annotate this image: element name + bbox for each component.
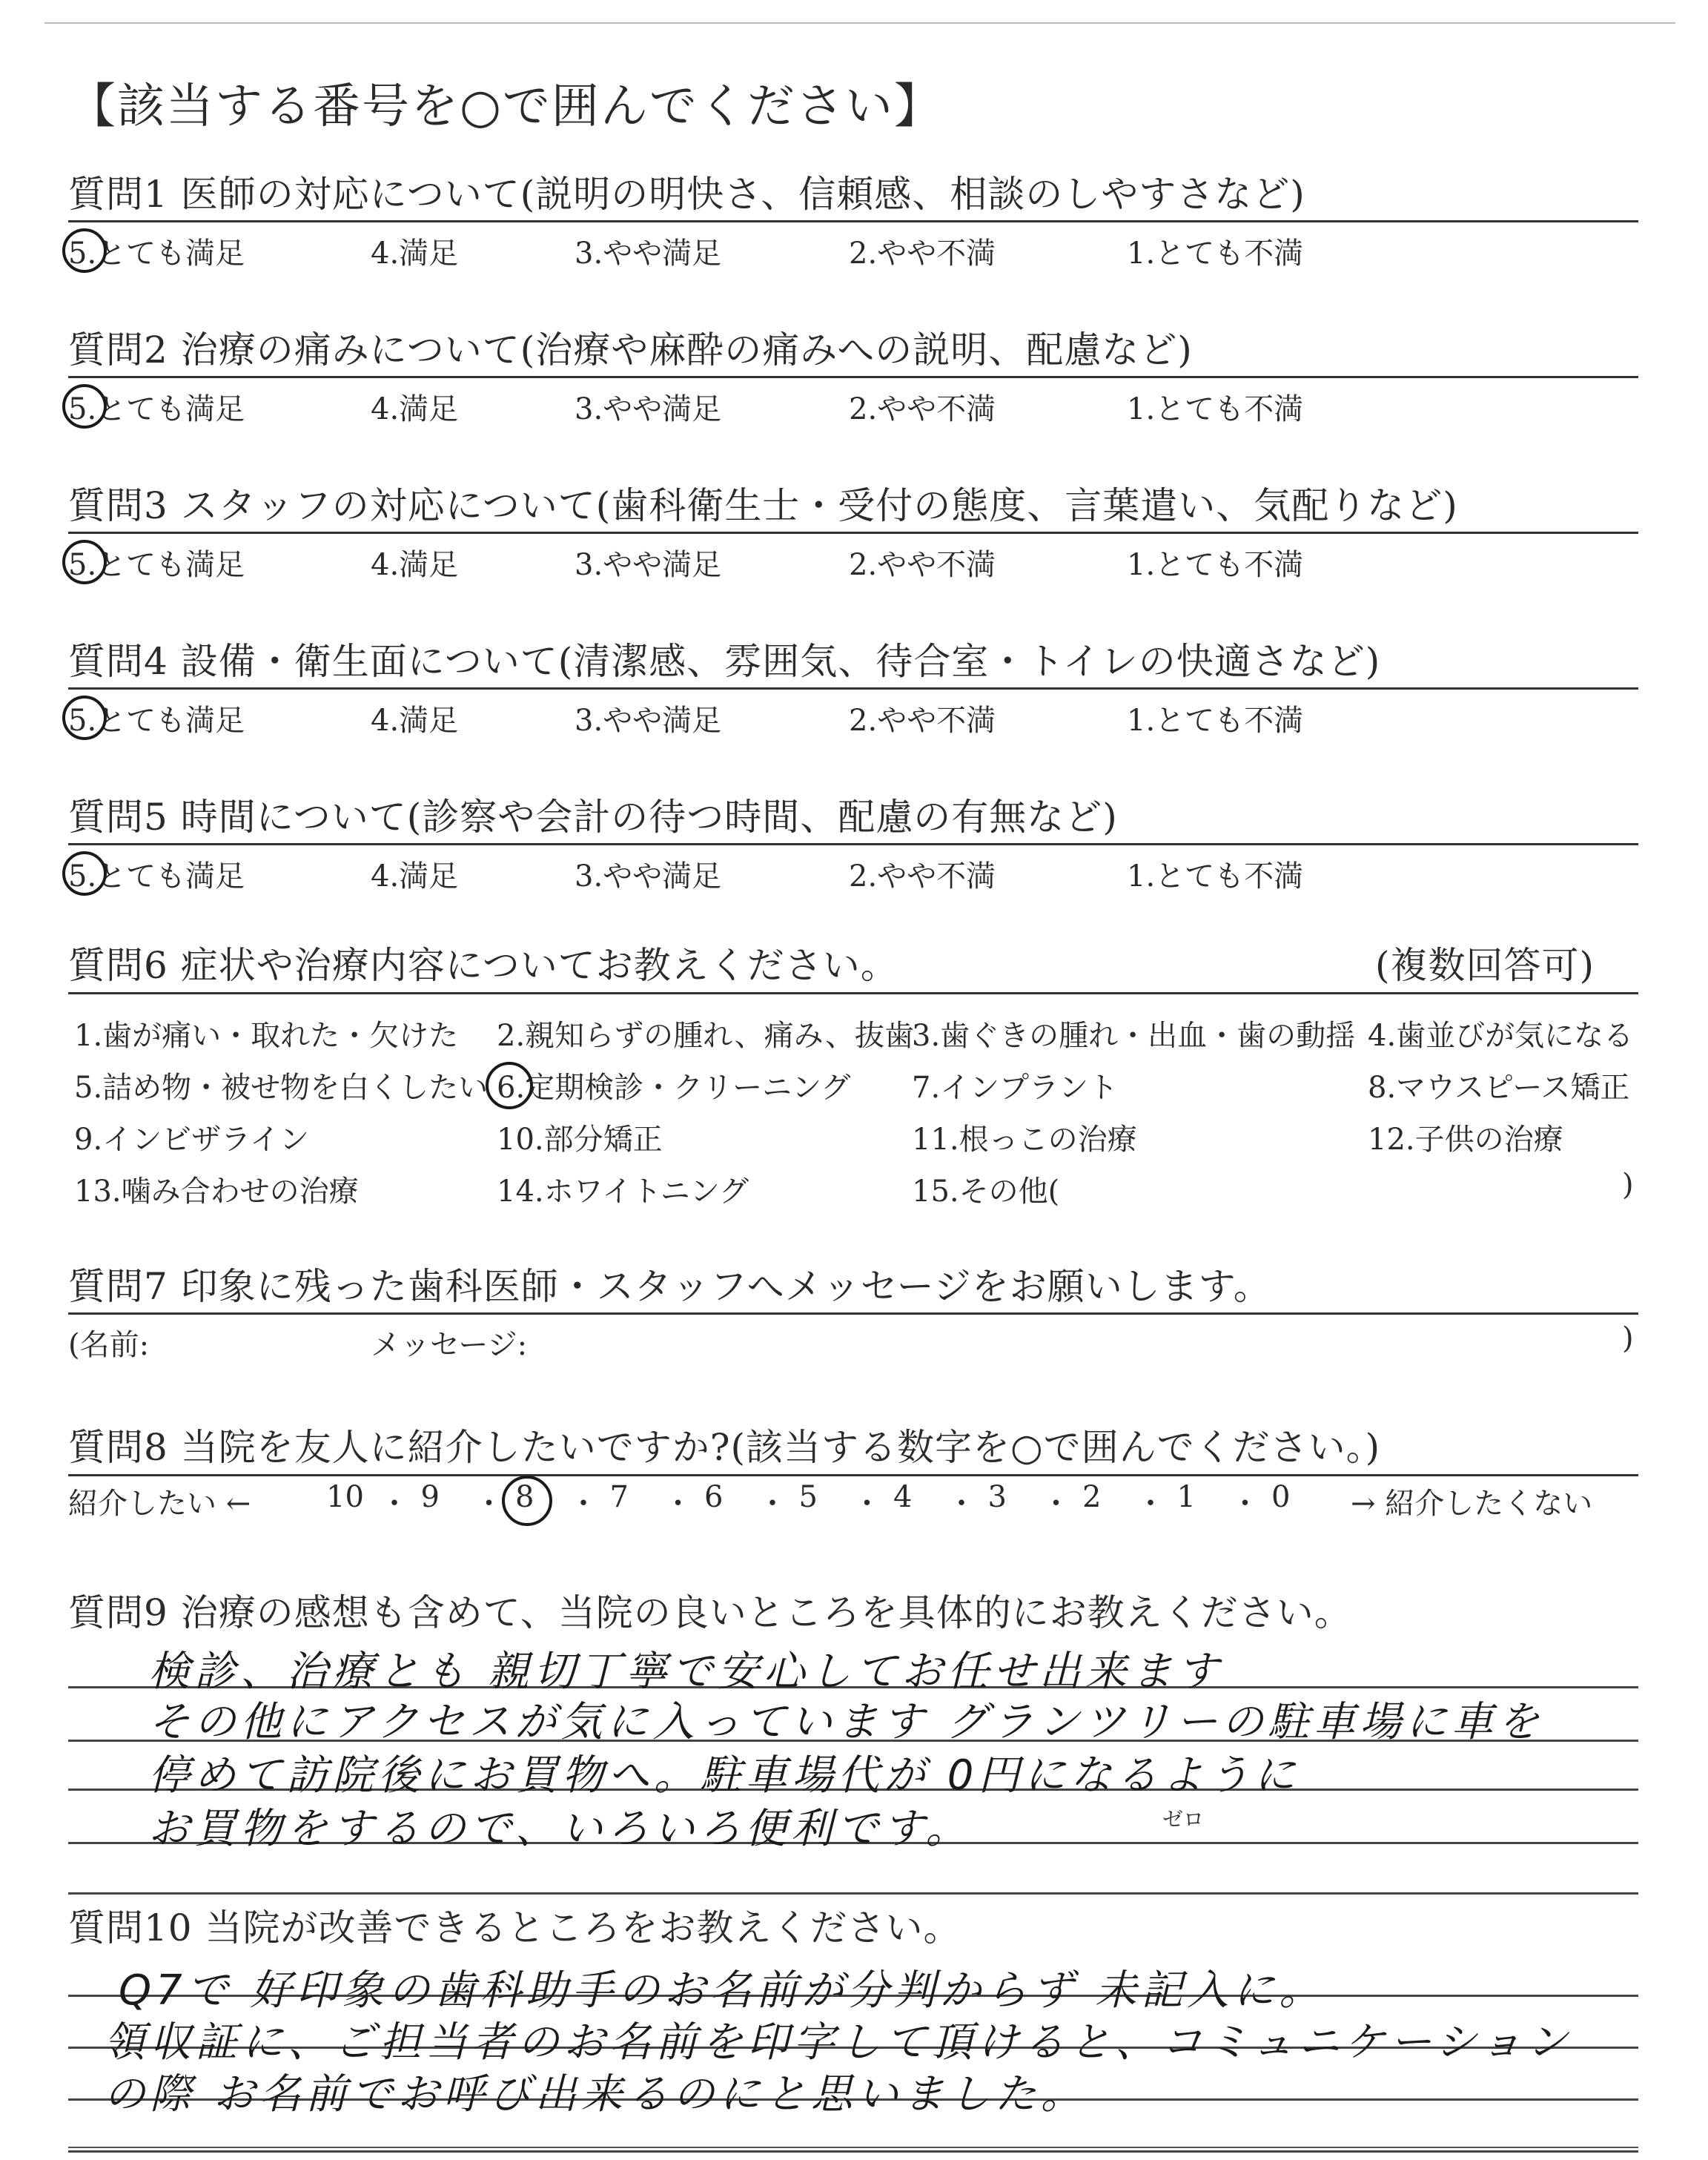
- q6-item-11: 11.根っこの治療: [912, 1123, 1137, 1157]
- q10-line-rule-4: [68, 2150, 1638, 2153]
- q8-scale-10: 10: [326, 1480, 364, 1514]
- q5-option-3: 3.やや満足: [575, 859, 722, 894]
- q8-scale-2: 2: [1082, 1480, 1102, 1514]
- q6-item-12: 12.子供の治療: [1368, 1123, 1563, 1157]
- q5-selected-circle: [62, 851, 107, 896]
- q4-selected-circle: [62, 696, 107, 740]
- q6-heading: 質問6 症状や治療内容についてお教えください。: [68, 944, 898, 987]
- q10-heading: 質問10 当院が改善できるところをお教えください。: [68, 1906, 961, 1949]
- q10-handwritten-line-2: 領収証に、ご担当者のお名前を印字して頂けると、コミュニケーション: [104, 2018, 1572, 2067]
- q8-rule: [68, 1474, 1638, 1476]
- q1-option-5: 5.とても満足: [68, 237, 245, 271]
- q1-option-4: 4.満足: [371, 237, 459, 271]
- q3-option-5: 5.とても満足: [68, 548, 245, 582]
- q8-dot: ・: [1136, 1487, 1165, 1521]
- q9-handwritten-line-1: 検診、治療とも 親切丁寧で安心してお任せ出来ます: [148, 1648, 1223, 1696]
- q8-dot: ・: [569, 1487, 598, 1521]
- q6-item-10: 10.部分矯正: [497, 1123, 663, 1157]
- q9-heading: 質問9 治療の感想も含めて、当院の良いところを具体的にお教えください。: [68, 1591, 1352, 1634]
- q3-option-3: 3.やや満足: [575, 548, 722, 582]
- q5-option-1: 1.とても不満: [1127, 859, 1304, 894]
- q6-item-1: 1.歯が痛い・取れた・欠けた: [74, 1019, 459, 1053]
- q2-option-1: 1.とても不満: [1127, 392, 1304, 426]
- q2-option-5: 5.とても満足: [68, 392, 245, 426]
- q8-scale-3: 3: [987, 1480, 1007, 1514]
- q9-handwritten-line-2: その他にアクセスが気に入っています グランツリーの駐車場に車を: [148, 1698, 1544, 1746]
- q4-option-1: 1.とても不満: [1127, 704, 1304, 738]
- q4-option-3: 3.やや満足: [575, 704, 722, 738]
- q1-option-2: 2.やや不満: [849, 237, 996, 271]
- q6-item-15: 15.その他(: [912, 1175, 1060, 1209]
- q5-option-4: 4.満足: [371, 859, 459, 894]
- q1-rule: [68, 220, 1638, 222]
- q1-selected-circle: [62, 228, 107, 273]
- q2-rule: [68, 376, 1638, 378]
- q1-heading: 質問1 医師の対応について(説明の明快さ、信頼感、相談のしやすさなど): [68, 173, 1305, 216]
- q9-line-rule-5: [68, 1892, 1638, 1895]
- q8-scale-6: 6: [704, 1480, 724, 1514]
- page-title: 【該当する番号を○で囲んでください】: [68, 79, 943, 134]
- q8-scale-8: 8: [515, 1480, 534, 1514]
- q5-option-5: 5.とても満足: [68, 859, 245, 894]
- q8-dot: ・: [1041, 1487, 1071, 1521]
- q4-option-4: 4.満足: [371, 704, 459, 738]
- q5-option-2: 2.やや不満: [849, 859, 996, 894]
- q8-heading: 質問8 当院を友人に紹介したいですか?(該当する数字を○で囲んでください。): [68, 1426, 1381, 1469]
- q7-close-paren: ): [1622, 1321, 1634, 1355]
- q6-item-13: 13.噛み合わせの治療: [74, 1175, 359, 1209]
- q3-option-1: 1.とても不満: [1127, 548, 1304, 582]
- q8-dot: ・: [474, 1487, 504, 1521]
- q8-selected-circle: [502, 1476, 552, 1526]
- q8-dot: ・: [852, 1487, 882, 1521]
- q8-dot: ・: [947, 1487, 976, 1521]
- q2-selected-circle: [62, 384, 107, 429]
- q8-dot: ・: [758, 1487, 787, 1521]
- q3-option-4: 4.満足: [371, 548, 459, 582]
- q6-item-8: 8.マウスピース矯正: [1368, 1071, 1630, 1105]
- q8-dot: ・: [663, 1487, 693, 1521]
- q8-scale-9: 9: [420, 1480, 440, 1514]
- q10-handwritten-line-1: Q7で 好印象の歯科助手のお名前が分判からず 未記入に。: [119, 1966, 1325, 2015]
- q3-option-2: 2.やや不満: [849, 548, 996, 582]
- q6-item-7: 7.インプラント: [912, 1071, 1119, 1105]
- q4-option-5: 5.とても満足: [68, 704, 245, 738]
- q9-handwritten-line-3: 停めて訪院後にお買物へ。駐車場代が 0円になるように: [148, 1751, 1300, 1800]
- q2-option-4: 4.満足: [371, 392, 459, 426]
- q2-option-2: 2.やや不満: [849, 392, 996, 426]
- q4-option-2: 2.やや不満: [849, 704, 996, 738]
- q3-rule: [68, 532, 1638, 534]
- top-edge-line: [44, 22, 1675, 24]
- q8-scale-4: 4: [893, 1480, 913, 1514]
- q2-option-3: 3.やや満足: [575, 392, 722, 426]
- q6-item-4: 4.歯並びが気になる: [1368, 1019, 1634, 1053]
- q6-item-9: 9.インビザライン: [74, 1123, 309, 1157]
- q4-heading: 質問4 設備・衛生面について(清潔感、雰囲気、待合室・トイレの快適さなど): [68, 640, 1381, 683]
- q6-item-5: 5.詰め物・被せ物を白くしたい: [74, 1071, 489, 1105]
- q7-heading: 質問7 印象に残った歯科医師・スタッフへメッセージをお願いします。: [68, 1265, 1271, 1308]
- q10-handwritten-line-3: の際 お名前でお呼び出来るのにと思いました。: [104, 2070, 1087, 2118]
- q6-item-16: ): [1622, 1168, 1634, 1202]
- q5-heading: 質問5 時間について(診察や会計の待つ時間、配慮の有無など): [68, 796, 1118, 839]
- q8-scale-5: 5: [798, 1480, 818, 1514]
- q6-rule: [68, 992, 1638, 994]
- q1-option-1: 1.とても不満: [1127, 237, 1304, 271]
- q8-dot: ・: [1230, 1487, 1260, 1521]
- q8-left-label: 紹介したい ←: [68, 1487, 251, 1521]
- q6-item-3: 3.歯ぐきの腫れ・出血・歯の動揺: [912, 1019, 1356, 1053]
- q4-rule: [68, 687, 1638, 690]
- q7-name-label: (名前:: [68, 1328, 150, 1362]
- q2-heading: 質問2 治療の痛みについて(治療や麻酔の痛みへの説明、配慮など): [68, 328, 1193, 371]
- q3-selected-circle: [62, 540, 107, 584]
- q9-handwritten-line-4: お買物をするので、いろいろ便利です。: [148, 1805, 972, 1853]
- bottom-rule: [68, 2147, 1638, 2148]
- q1-option-3: 3.やや満足: [575, 237, 722, 271]
- q6-selected-circle: [486, 1062, 533, 1109]
- q6-item-2: 2.親知らずの腫れ、痛み、抜歯: [497, 1019, 914, 1053]
- q9-ruby-zero: ゼロ: [1162, 1807, 1205, 1832]
- q8-scale-1: 1: [1176, 1480, 1196, 1514]
- q7-message-label: メッセージ:: [371, 1328, 528, 1362]
- q3-heading: 質問3 スタッフの対応について(歯科衛生士・受付の態度、言葉遣い、気配りなど): [68, 484, 1458, 527]
- q8-scale-7: 7: [609, 1480, 629, 1514]
- q8-right-label: → 紹介したくない: [1351, 1487, 1593, 1521]
- q7-rule: [68, 1312, 1638, 1315]
- q8-scale-0: 0: [1271, 1480, 1291, 1514]
- q6-item-14: 14.ホワイトニング: [497, 1175, 749, 1209]
- q6-item-6: 6.定期検診・クリーニング: [497, 1071, 851, 1105]
- q5-rule: [68, 843, 1638, 845]
- q8-dot: ・: [380, 1487, 409, 1521]
- q6-note: (複数回答可): [1375, 944, 1595, 987]
